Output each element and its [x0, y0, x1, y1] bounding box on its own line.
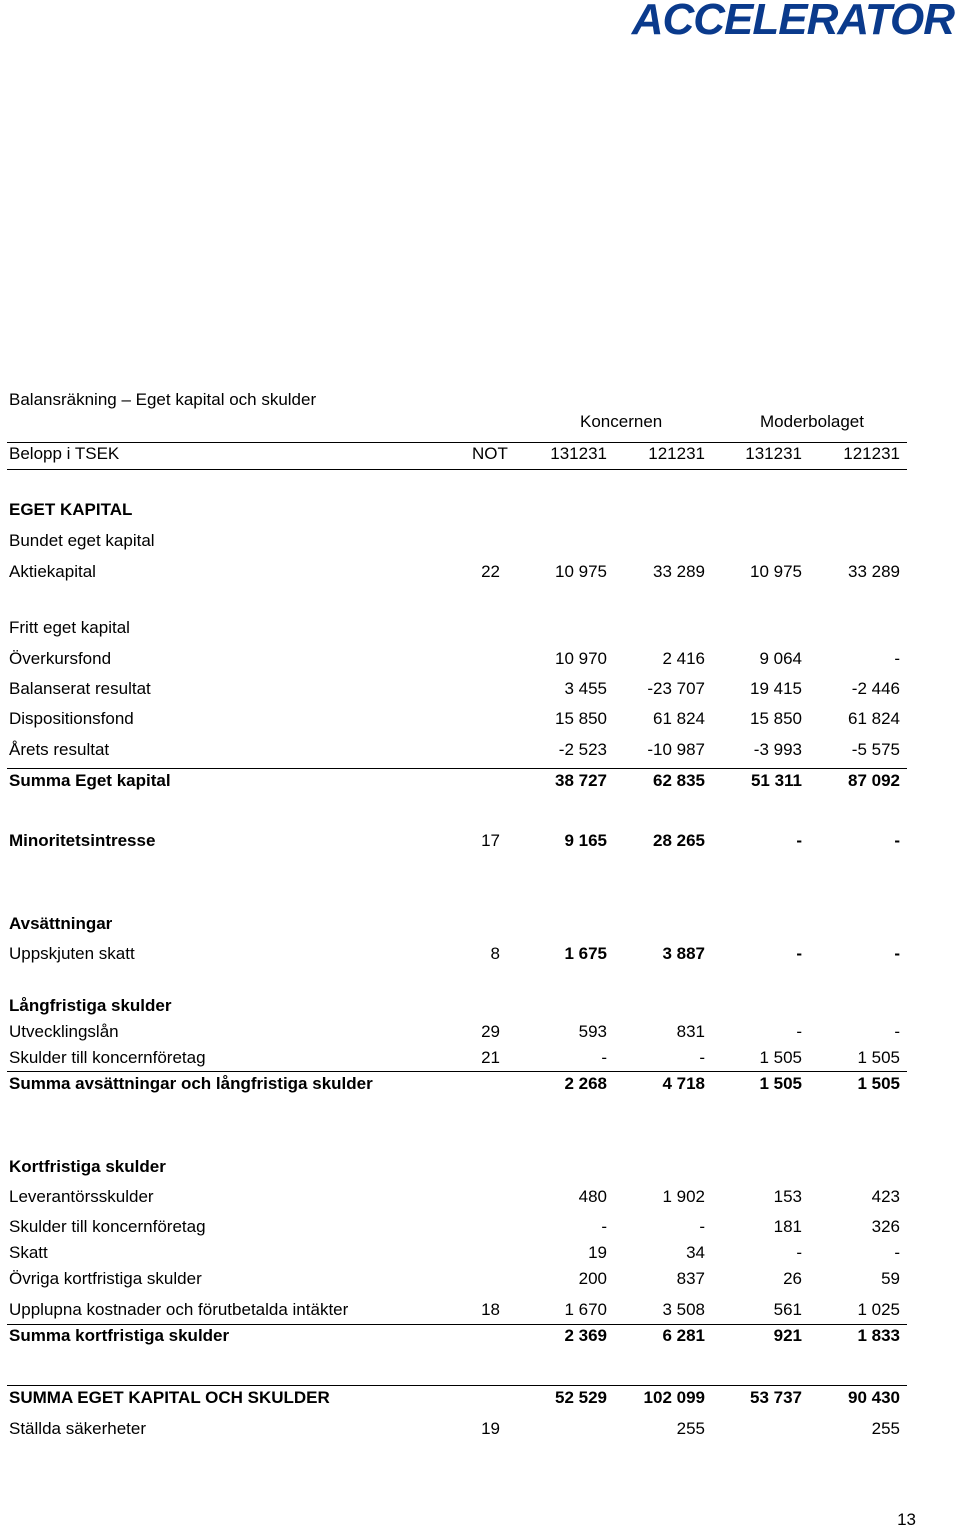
row-col3: 26	[783, 1269, 802, 1288]
row-col2: -	[699, 1217, 705, 1236]
sum-row	[0, 769, 960, 793]
table-row	[0, 1417, 960, 1441]
row-col2: 34	[686, 1243, 705, 1262]
row-col2: 837	[676, 1269, 705, 1288]
row-col2: 61 824	[653, 709, 705, 728]
row-label: Utvecklingslån	[9, 1022, 119, 1041]
row-label: Övriga kortfristiga skulder	[9, 1269, 202, 1288]
row-label: Summa avsättningar och långfristiga skulder	[9, 1074, 373, 1093]
row-col4: 1 505	[857, 1074, 900, 1093]
row-col3: 19 415	[750, 679, 802, 698]
header-bottom-rule	[7, 469, 907, 470]
section-heading	[0, 1155, 960, 1179]
row-col2: -23 707	[647, 679, 705, 698]
row-col1: 593	[578, 1022, 607, 1041]
table-row	[0, 677, 960, 701]
row-col4: 255	[871, 1419, 900, 1438]
row-col3: 51 311	[750, 771, 802, 790]
column-header-row	[0, 442, 960, 466]
row-label: Leverantörsskulder	[9, 1187, 154, 1206]
row-col3: -	[796, 1243, 802, 1262]
row-col4: 59	[881, 1269, 900, 1288]
row-col2: 3 887	[662, 944, 705, 963]
row-label: Skulder till koncernföretag	[9, 1217, 206, 1236]
row-col1: 15 850	[555, 709, 607, 728]
header-col4: 121231	[843, 444, 900, 463]
row-label: Minoritetsintresse	[9, 831, 156, 850]
row-col4: 61 824	[848, 709, 900, 728]
header-col1: 131231	[550, 444, 607, 463]
row-note: 17	[481, 831, 500, 850]
row-col3: 15 850	[750, 709, 802, 728]
row-col4: 87 092	[848, 771, 900, 790]
row-label: Årets resultat	[9, 740, 110, 759]
table-row	[0, 1241, 960, 1265]
table-row	[0, 738, 960, 762]
row-col2: 6 281	[662, 1326, 705, 1345]
row-col4: -5 575	[851, 740, 900, 759]
row-col4: 1 025	[857, 1300, 900, 1319]
row-col4: 33 289	[848, 562, 900, 581]
row-col1: 52 529	[555, 1388, 607, 1407]
row-label: Dispositionsfond	[9, 709, 134, 728]
row-col3: -	[796, 831, 802, 850]
table-row	[0, 1046, 960, 1070]
group-header-koncernen: Koncernen	[580, 412, 663, 431]
row-label: Avsättningar	[9, 914, 113, 933]
row-col3: -	[796, 1022, 802, 1041]
row-label: Fritt eget kapital	[9, 618, 130, 637]
row-note: 19	[481, 1419, 500, 1438]
row-col1: 1 670	[564, 1300, 607, 1319]
row-col2: 62 835	[653, 771, 705, 790]
row-label: Upplupna kostnader och förutbetalda intäkter	[9, 1300, 349, 1319]
header-label: Belopp i TSEK	[9, 444, 120, 463]
row-col3: 53 737	[750, 1388, 802, 1407]
row-col3: 9 064	[759, 649, 802, 668]
row-col3: 1 505	[759, 1048, 802, 1067]
table-row	[0, 707, 960, 731]
row-label: Aktiekapital	[9, 562, 96, 581]
row-note: 22	[481, 562, 500, 581]
row-col2: -10 987	[647, 740, 705, 759]
row-label: Skulder till koncernföretag	[9, 1048, 206, 1067]
row-col3: 921	[773, 1326, 802, 1345]
sum-row	[0, 1072, 960, 1096]
section-heading	[0, 994, 960, 1018]
row-label: Långfristiga skulder	[9, 996, 172, 1015]
table-row	[0, 829, 960, 853]
row-col1: -	[601, 1048, 607, 1067]
row-col2: 255	[676, 1419, 705, 1438]
row-col3: 1 505	[759, 1074, 802, 1093]
row-col4: 1 833	[857, 1326, 900, 1345]
row-col1: 9 165	[564, 831, 607, 850]
row-label: Summa Eget kapital	[9, 771, 171, 790]
row-col1: 10 970	[555, 649, 607, 668]
row-col2: 831	[676, 1022, 705, 1041]
row-col1: 19	[588, 1243, 607, 1262]
row-col2: -	[699, 1048, 705, 1067]
accelerator-logo: ACCELERATOR	[631, 0, 954, 44]
row-col1: 3 455	[564, 679, 607, 698]
row-col1: 38 727	[555, 771, 607, 790]
row-col3: 153	[773, 1187, 802, 1206]
row-label: Överkursfond	[9, 649, 112, 668]
subsection-heading	[0, 529, 960, 553]
row-note: 21	[481, 1048, 500, 1067]
sum-row	[0, 1324, 960, 1348]
row-col4: 90 430	[848, 1388, 900, 1407]
row-label: Uppskjuten skatt	[9, 944, 135, 963]
total-row	[0, 1386, 960, 1410]
row-note: 29	[481, 1022, 500, 1041]
row-col2: 102 099	[643, 1388, 705, 1407]
row-col3: 181	[773, 1217, 802, 1236]
table-row	[0, 942, 960, 966]
header-col3: 131231	[745, 444, 802, 463]
page-title: Balansräkning – Eget kapital och skulder	[9, 390, 317, 409]
row-col3: 561	[773, 1300, 802, 1319]
row-col4: -2 446	[851, 679, 900, 698]
row-col4: -	[894, 649, 900, 668]
row-col2: 28 265	[653, 831, 705, 850]
row-note: 18	[481, 1300, 500, 1319]
table-row	[0, 1267, 960, 1291]
row-col1: 480	[578, 1187, 607, 1206]
row-col2: 3 508	[662, 1300, 705, 1319]
row-col2: 4 718	[662, 1074, 705, 1093]
row-label: Bundet eget kapital	[9, 531, 155, 550]
row-col4: -	[894, 1243, 900, 1262]
table-row	[0, 560, 960, 584]
page-number: 13	[897, 1510, 916, 1529]
row-col4: 423	[871, 1187, 900, 1206]
row-col1: 1 675	[564, 944, 607, 963]
row-label: Balanserat resultat	[9, 679, 151, 698]
row-label: Ställda säkerheter	[9, 1419, 147, 1438]
row-col1: 2 369	[564, 1326, 607, 1345]
table-row	[0, 1298, 960, 1322]
group-header-moderbolaget: Moderbolaget	[760, 412, 864, 431]
row-col1: 2 268	[564, 1074, 607, 1093]
row-col4: -	[894, 1022, 900, 1041]
row-col2: 33 289	[653, 562, 705, 581]
row-label: Kortfristiga skulder	[9, 1157, 166, 1176]
row-label: Summa kortfristiga skulder	[9, 1326, 230, 1345]
table-row	[0, 1020, 960, 1044]
row-col2: 2 416	[662, 649, 705, 668]
row-col4: -	[894, 944, 900, 963]
row-col4: -	[894, 831, 900, 850]
row-col2: 1 902	[662, 1187, 705, 1206]
row-label: SUMMA EGET KAPITAL OCH SKULDER	[9, 1388, 330, 1407]
header-note: NOT	[472, 444, 508, 463]
subsection-heading	[0, 616, 960, 640]
row-col4: 326	[871, 1217, 900, 1236]
table-row	[0, 647, 960, 671]
row-note: 8	[490, 944, 500, 963]
row-label: Skatt	[9, 1243, 48, 1262]
table-row	[0, 1185, 960, 1209]
section-heading	[0, 912, 960, 936]
row-col4: 1 505	[857, 1048, 900, 1067]
table-row	[0, 1215, 960, 1239]
row-col1: -2 523	[558, 740, 607, 759]
row-col3: 10 975	[750, 562, 802, 581]
header-col2: 121231	[648, 444, 705, 463]
row-col1: 200	[578, 1269, 607, 1288]
row-col1: 10 975	[555, 562, 607, 581]
row-col3: -3 993	[753, 740, 802, 759]
section-heading	[0, 498, 960, 522]
row-col3: -	[796, 944, 802, 963]
row-col1: -	[601, 1217, 607, 1236]
row-label: EGET KAPITAL	[9, 500, 133, 519]
